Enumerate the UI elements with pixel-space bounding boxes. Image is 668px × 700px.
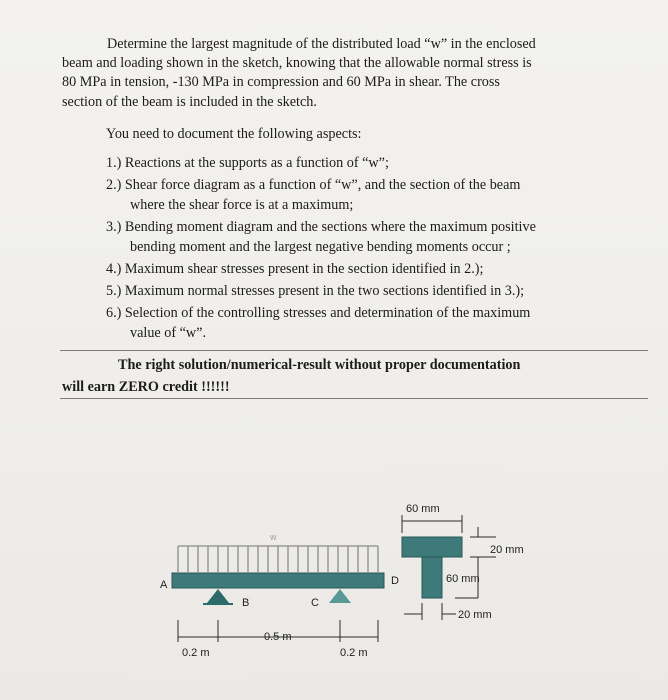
dim-flange-width: 60 mm [406,503,440,515]
intro-line-3: 80 MPa in tension, -130 MPa in compression and 60 MPa in shear. The cross [62,74,500,90]
support-c-roller-icon [329,589,351,603]
t-web [422,557,442,598]
warning-line-1: The right solution/numerical-result without proper documentation [118,357,521,373]
aspect-item-4: 4.) Maximum shear stresses present in the section identified in 2.); [106,261,484,277]
intro-line-4: section of the beam is included in the sketch. [62,94,317,110]
intro-line-2: beam and loading shown in the sketch, knowing that the allowable normal stress is [62,55,532,71]
dim-right-span: 0.2 m [340,647,368,659]
t-flange [402,537,462,557]
warning-line-2: will earn ZERO credit !!!!!! [62,379,230,395]
document-heading: You need to document the following aspects: [106,126,362,142]
t-cross-section [402,537,462,598]
dim-web-height: 60 mm [446,573,480,585]
label-a: A [160,579,168,591]
dim-left-span: 0.2 m [182,647,210,659]
label-b: B [242,597,250,609]
load-label: w [270,532,277,542]
aspect-item-6-cont: value of “w”. [130,325,207,341]
section-dimension-lines [402,515,496,620]
label-d: D [391,575,399,587]
dim-middle-span: 0.5 m [264,631,292,643]
aspect-item-5: 5.) Maximum normal stresses present in the two sections identified in 3.); [106,283,525,299]
aspect-item-3-cont: bending moment and the largest negative bending moments occur ; [130,239,511,255]
beam [172,573,384,588]
support-b-pin-icon [207,589,229,603]
aspect-item-2: 2.) Shear force diagram as a function of “w”, and the section of the beam [106,177,521,193]
intro-line-1: Determine the largest magnitude of the distributed load “w” in the enclosed [107,36,536,52]
dim-web-thickness: 20 mm [458,609,492,621]
aspect-item-1: 1.) Reactions at the supports as a function of “w”; [106,155,389,171]
aspect-item-2-cont: where the shear force is at a maximum; [130,197,354,213]
aspect-item-3: 3.) Bending moment diagram and the sections where the maximum positive [106,219,536,235]
distributed-load [178,546,378,572]
aspect-item-6: 6.) Selection of the controlling stresses and determination of the maximum [106,305,531,321]
label-c: C [311,597,319,609]
dim-flange-thickness: 20 mm [490,544,524,556]
